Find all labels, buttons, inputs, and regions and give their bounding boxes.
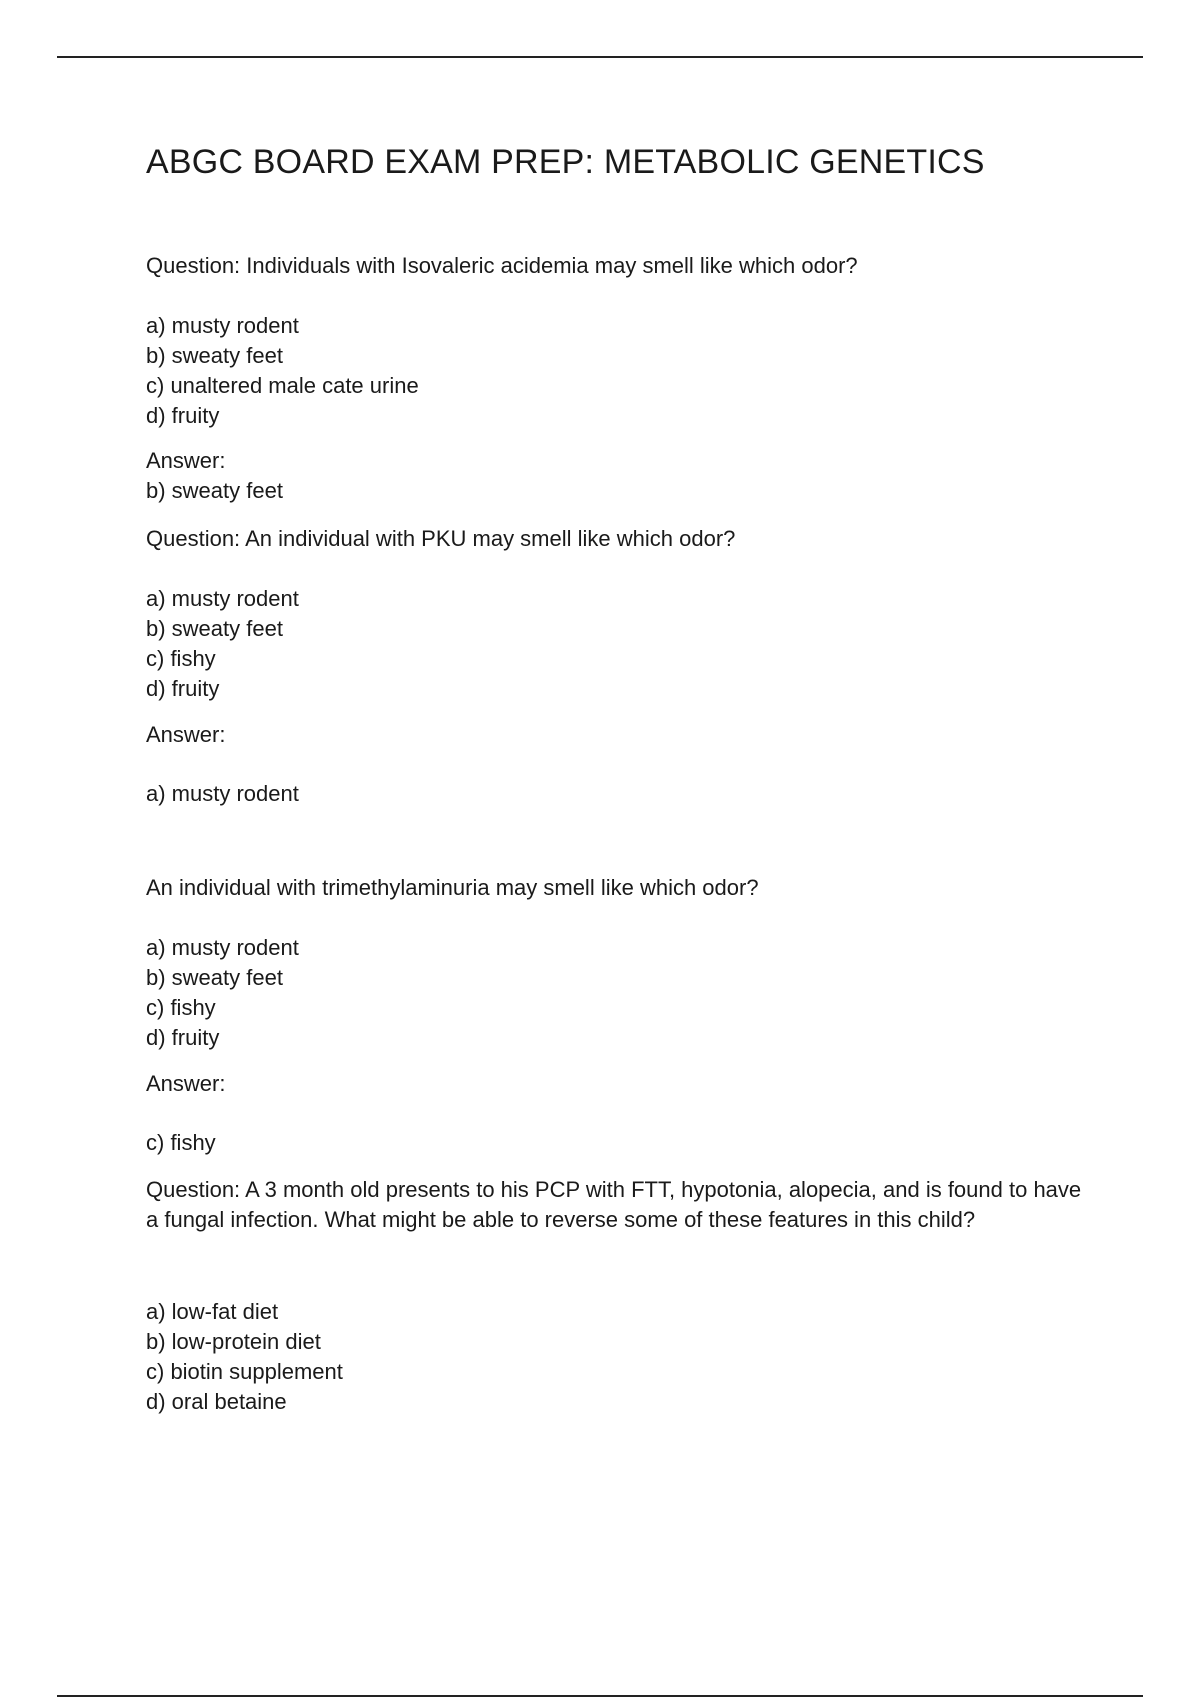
question-2-option-a: a) musty rodent: [146, 586, 299, 611]
question-3-text: An individual with trimethylaminuria may smell like which odor?: [146, 875, 759, 900]
question-1-option-c: c) unaltered male cate urine: [146, 373, 419, 398]
question-4-option-b: b) low-protein diet: [146, 1329, 321, 1354]
question-1-option-b: b) sweaty feet: [146, 343, 283, 368]
question-1-option-a: a) musty rodent: [146, 313, 299, 338]
question-3-option-b: b) sweaty feet: [146, 965, 283, 990]
question-2-answer: a) musty rodent: [146, 781, 299, 806]
bottom-rule: [57, 1695, 1143, 1697]
question-2-option-b: b) sweaty feet: [146, 616, 283, 641]
question-3-answer-label: Answer:: [146, 1071, 226, 1096]
question-3-option-d: d) fruity: [146, 1025, 220, 1050]
question-1-answer: b) sweaty feet: [146, 478, 283, 503]
question-2-option-d: d) fruity: [146, 676, 220, 701]
question-1-option-d: d) fruity: [146, 403, 220, 428]
question-2-answer-label: Answer:: [146, 722, 226, 747]
question-3-option-a: a) musty rodent: [146, 935, 299, 960]
question-4-option-a: a) low-fat diet: [146, 1299, 279, 1324]
question-3-answer: c) fishy: [146, 1130, 216, 1155]
document-title: ABGC BOARD EXAM PREP: METABOLIC GENETICS: [146, 143, 985, 181]
question-3-option-c: c) fishy: [146, 995, 216, 1020]
question-4-option-c: c) biotin supplement: [146, 1359, 343, 1384]
top-rule: [57, 56, 1143, 58]
question-2-option-c: c) fishy: [146, 646, 216, 671]
question-4-text: Question: A 3 month old presents to his PCP with FTT, hypotonia, alopecia, and is found to have a fungal infection. What might be able to reverse some of these features in this child?: [146, 1177, 1082, 1232]
question-1-text: Question: Individuals with Isovaleric acidemia may smell like which odor?: [146, 253, 858, 278]
question-1-answer-label: Answer:: [146, 448, 226, 473]
question-2-text: Question: An individual with PKU may smell like which odor?: [146, 526, 736, 551]
question-4-option-d: d) oral betaine: [146, 1389, 287, 1414]
